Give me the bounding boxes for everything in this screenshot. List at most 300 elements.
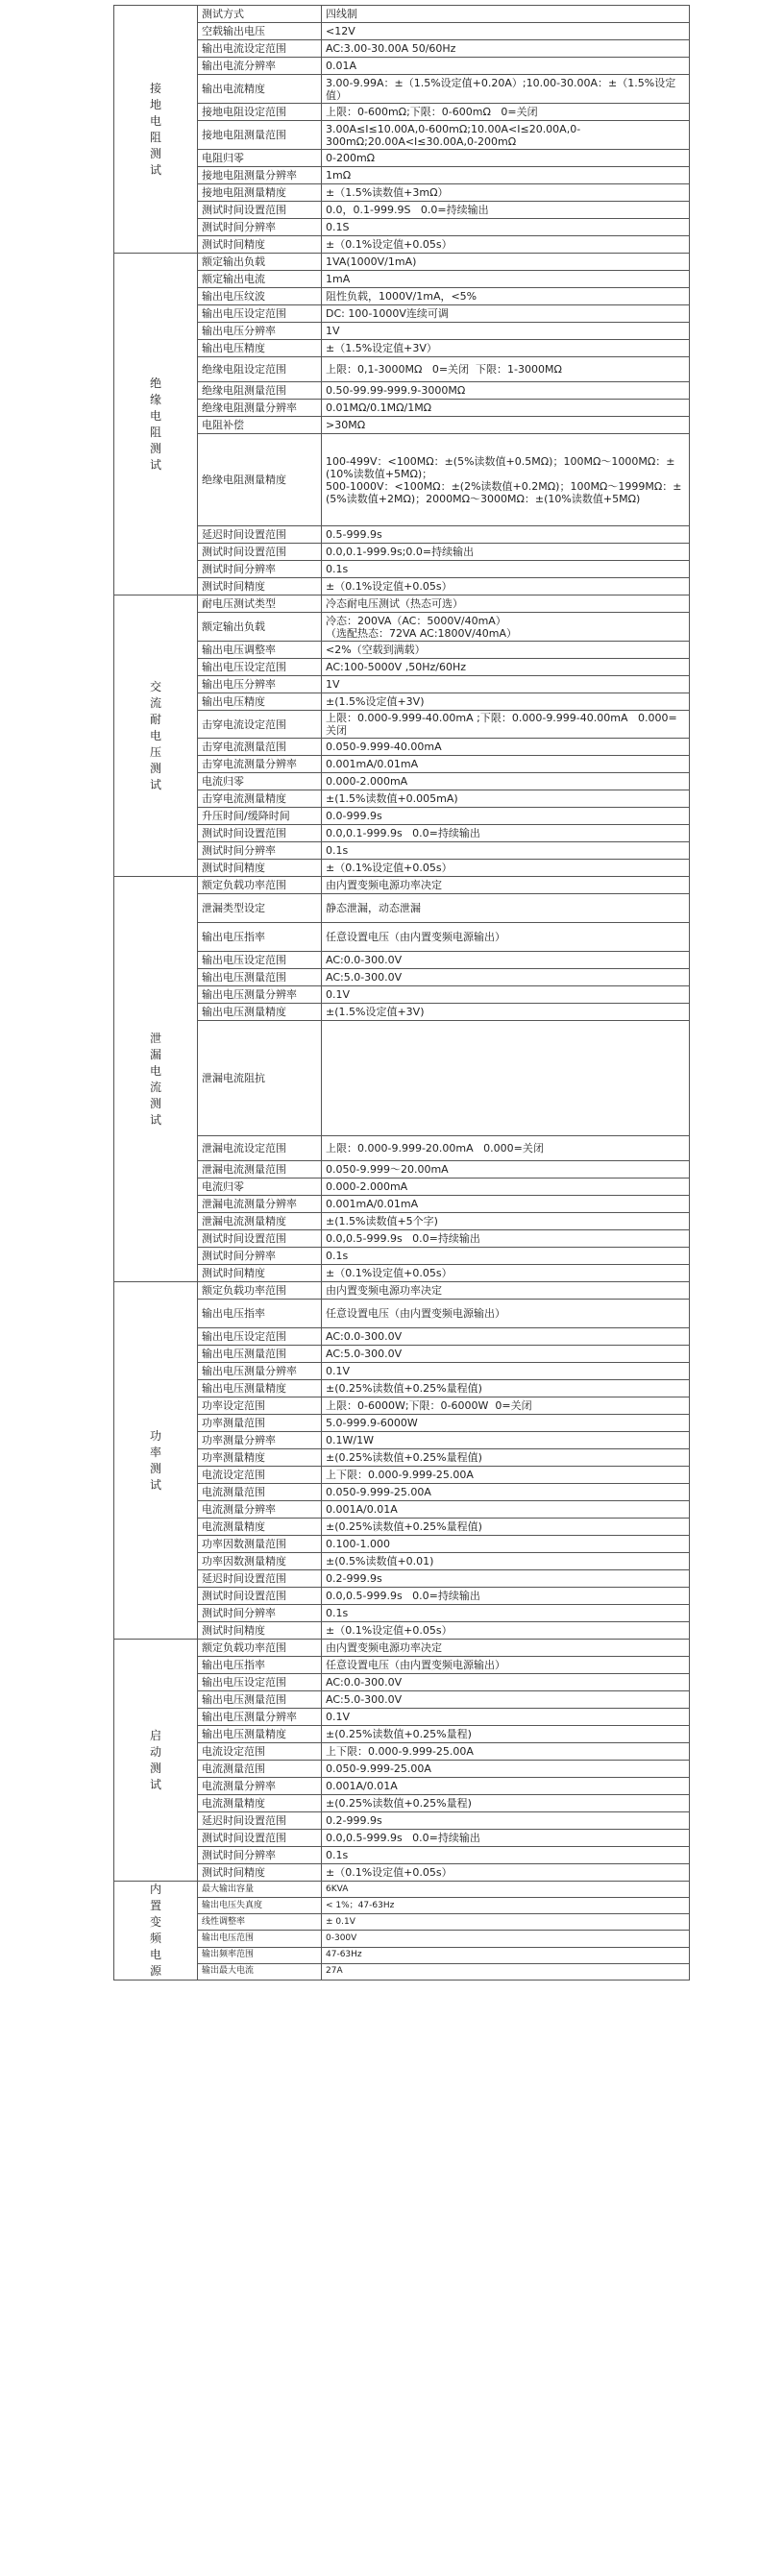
spec-label: 电流测量范围 (198, 1761, 322, 1778)
spec-value: ±(0.25%读数值+0.25%量程值) (322, 1519, 690, 1536)
spec-row (114, 1709, 690, 1726)
spec-row (114, 6, 690, 23)
spec-label: 泄漏电流测量分辨率 (198, 1196, 322, 1213)
spec-value: ±（1.5%读数值+3mΩ） (322, 184, 690, 202)
spec-label: 接地电阻测量精度 (198, 184, 322, 202)
spec-value: AC:5.0-300.0V (322, 1346, 690, 1363)
spec-label: 延迟时间设置范围 (198, 526, 322, 544)
spec-value: ±(0.25%读数值+0.25%量程值) (322, 1449, 690, 1467)
spec-value: 0.1s (322, 1847, 690, 1864)
spec-value: 1VA(1000V/1mA) (322, 254, 690, 271)
spec-row (114, 40, 690, 58)
spec-label: 测试时间分辨率 (198, 1605, 322, 1622)
spec-row (114, 923, 690, 952)
spec-row (114, 434, 690, 526)
spec-label: 测试时间精度 (198, 236, 322, 254)
spec-row (114, 659, 690, 676)
spec-label: 测试时间设置范围 (198, 1830, 322, 1847)
spec-value: AC:0.0-300.0V (322, 952, 690, 969)
spec-label: 输出电压设定范围 (198, 952, 322, 969)
section-title (114, 877, 198, 1282)
spec-value: 0.0，0.1-999.9S 0.0=持续输出 (322, 202, 690, 219)
spec-value: 0.001mA/0.01mA (322, 756, 690, 773)
spec-label: 绝缘电阻设定范围 (198, 357, 322, 382)
spec-label: 输出电压设定范围 (198, 1328, 322, 1346)
spec-value: 0.100-1.000 (322, 1536, 690, 1553)
spec-row (114, 544, 690, 561)
spec-row (114, 595, 690, 613)
spec-value: 0.1s (322, 842, 690, 860)
spec-label: 输出电压测量精度 (198, 1004, 322, 1021)
spec-row (114, 1346, 690, 1363)
spec-value: 上限：0.000-9.999-40.00mA ;下限：0.000-9.999-40.00mA 0.000=关闭 (322, 711, 690, 739)
spec-value: 0-300V (322, 1931, 690, 1947)
section-title (114, 1640, 198, 1882)
spec-value: AC:5.0-300.0V (322, 969, 690, 986)
spec-value: AC:5.0-300.0V (322, 1691, 690, 1709)
spec-value: 由内置变频电源功率决定 (322, 877, 690, 894)
spec-value: 0.1W/1W (322, 1432, 690, 1449)
spec-label: 输出电压调整率 (198, 642, 322, 659)
spec-value: 0.1S (322, 219, 690, 236)
spec-row (114, 860, 690, 877)
section-title (114, 1282, 198, 1640)
spec-row (114, 1467, 690, 1484)
spec-label: 输出电压指率 (198, 1300, 322, 1328)
spec-value: 1V (322, 676, 690, 693)
section-title-text: 内置变频电源 (149, 1883, 161, 1978)
spec-value: 0.050-9.999-25.00A (322, 1761, 690, 1778)
spec-row (114, 1605, 690, 1622)
spec-value: 0.001mA/0.01mA (322, 1196, 690, 1213)
spec-value: ±(0.25%读数值+0.25%量程) (322, 1726, 690, 1743)
spec-row (114, 1449, 690, 1467)
spec-label: 输出电压测量范围 (198, 1346, 322, 1363)
spec-row (114, 1691, 690, 1709)
spec-label: 电阻归零 (198, 150, 322, 167)
spec-label: 接地电阻设定范围 (198, 104, 322, 121)
spec-row (114, 1230, 690, 1248)
spec-row (114, 357, 690, 382)
spec-label: 最大输出容量 (198, 1882, 322, 1898)
spec-label: 测试时间精度 (198, 860, 322, 877)
spec-row (114, 842, 690, 860)
spec-label: 输出电压测量精度 (198, 1726, 322, 1743)
spec-value: 0.1s (322, 1605, 690, 1622)
spec-value: 0-200mΩ (322, 150, 690, 167)
spec-label: 测试时间精度 (198, 1265, 322, 1282)
spec-row (114, 1947, 690, 1963)
spec-value: ±(1.5%设定值+3V) (322, 1004, 690, 1021)
spec-value: 0.0,0.1-999.9s 0.0=持续输出 (322, 825, 690, 842)
spec-row (114, 1882, 690, 1898)
spec-row (114, 790, 690, 808)
spec-label: 电流测量分辨率 (198, 1501, 322, 1519)
spec-label: 测试方式 (198, 6, 322, 23)
spec-row (114, 773, 690, 790)
spec-label: 测试时间分辨率 (198, 1847, 322, 1864)
spec-value: 27A (322, 1963, 690, 1980)
spec-label: 击穿电流测量精度 (198, 790, 322, 808)
spec-row (114, 526, 690, 544)
spec-value: 1mA (322, 271, 690, 288)
spec-row (114, 613, 690, 642)
spec-label: 输出电流分辨率 (198, 58, 322, 75)
spec-value: 0.01A (322, 58, 690, 75)
spec-value: 0.0,0.5-999.9s 0.0=持续输出 (322, 1230, 690, 1248)
spec-label: 绝缘电阻测量分辨率 (198, 400, 322, 417)
spec-value: 5.0-999.9-6000W (322, 1415, 690, 1432)
spec-value: 0.050-9.999～20.00mA (322, 1161, 690, 1179)
spec-value: AC:0.0-300.0V (322, 1328, 690, 1346)
section-title (114, 595, 198, 877)
spec-value: 上限：0-600mΩ;下限：0-600mΩ 0=关闭 (322, 104, 690, 121)
spec-label: 输出电流设定范围 (198, 40, 322, 58)
spec-label: 接地电阻测量分辨率 (198, 167, 322, 184)
spec-label: 测试时间设置范围 (198, 1230, 322, 1248)
spec-row (114, 121, 690, 150)
spec-label: 输出电流精度 (198, 75, 322, 104)
spec-row (114, 75, 690, 104)
spec-label: 电流测量精度 (198, 1795, 322, 1812)
section-title (114, 6, 198, 254)
spec-label: 电流归零 (198, 1179, 322, 1196)
section-title-text: 泄漏电流测试 (149, 1031, 161, 1127)
spec-label: 测试时间分辨率 (198, 561, 322, 578)
spec-label: 输出电压设定范围 (198, 659, 322, 676)
spec-row (114, 1021, 690, 1136)
spec-value: 6KVA (322, 1882, 690, 1898)
spec-row (114, 167, 690, 184)
spec-row (114, 1931, 690, 1947)
spec-row (114, 561, 690, 578)
spec-row (114, 104, 690, 121)
spec-row (114, 1196, 690, 1213)
spec-row (114, 400, 690, 417)
spec-value: 47-63Hz (322, 1947, 690, 1963)
spec-row (114, 1484, 690, 1501)
spec-row (114, 808, 690, 825)
spec-value: 上下限：0.000-9.999-25.00A (322, 1743, 690, 1761)
spec-value: 上限：0.000-9.999-20.00mA 0.000=关闭 (322, 1136, 690, 1161)
spec-value: 1mΩ (322, 167, 690, 184)
spec-value: ±(0.5%读数值+0.01) (322, 1553, 690, 1570)
spec-row (114, 1397, 690, 1415)
spec-label: 泄漏电流测量范围 (198, 1161, 322, 1179)
spec-label: 测试时间精度 (198, 1864, 322, 1882)
spec-label: 输出频率范围 (198, 1947, 322, 1963)
spec-value: ±(1.5%读数值+5个字) (322, 1213, 690, 1230)
spec-value: ±(1.5%读数值+0.005mA) (322, 790, 690, 808)
spec-row (114, 894, 690, 923)
spec-row (114, 1161, 690, 1179)
spec-row (114, 1519, 690, 1536)
spec-label: 击穿电流设定范围 (198, 711, 322, 739)
spec-value: 由内置变频电源功率决定 (322, 1282, 690, 1300)
spec-label: 功率测量精度 (198, 1449, 322, 1467)
section-title-text: 功率测试 (149, 1428, 161, 1492)
spec-row (114, 1136, 690, 1161)
spec-value: ±（0.1%设定值+0.05s） (322, 860, 690, 877)
spec-label: 功率因数测量精度 (198, 1553, 322, 1570)
spec-label: 输出电压测量分辨率 (198, 986, 322, 1004)
spec-label: 输出电压纹波 (198, 288, 322, 305)
spec-value: 任意设置电压（由内置变频电源输出） (322, 1657, 690, 1674)
section-title-text: 启动测试 (149, 1728, 161, 1791)
spec-label: 泄漏电流测量精度 (198, 1213, 322, 1230)
spec-value: 上限：0-6000W;下限：0-6000W 0=关闭 (322, 1397, 690, 1415)
spec-label: 输出电压失真度 (198, 1898, 322, 1914)
spec-row (114, 1179, 690, 1196)
spec-label: 测试时间分辨率 (198, 219, 322, 236)
spec-label: 功率测量分辨率 (198, 1432, 322, 1449)
spec-value: 0.001A/0.01A (322, 1501, 690, 1519)
spec-value: <12V (322, 23, 690, 40)
spec-row (114, 1432, 690, 1449)
spec-label: 输出电压设定范围 (198, 1674, 322, 1691)
spec-label: 绝缘电阻测量范围 (198, 382, 322, 400)
spec-label: 测试时间设置范围 (198, 825, 322, 842)
spec-row (114, 1328, 690, 1346)
spec-row (114, 1963, 690, 1980)
spec-row (114, 676, 690, 693)
spec-value: AC:100-5000V ,50Hz/60Hz (322, 659, 690, 676)
spec-value: 100-499V：<100MΩ：±(5%读数值+0.5MΩ)；100MΩ～1000MΩ：±(10%读数值+5MΩ)； 500-1000V：<100MΩ：±(2%读数值+0.2MΩ)；100MΩ～1999MΩ：±(5%读数值+2MΩ)；2000MΩ～3000MΩ：±(10%读数值+5MΩ) (322, 434, 690, 526)
spec-label: 耐电压测试类型 (198, 595, 322, 613)
spec-label: 泄漏电流阻抗 (198, 1021, 322, 1136)
spec-row (114, 693, 690, 711)
spec-row (114, 305, 690, 323)
spec-row (114, 323, 690, 340)
spec-value: ±（0.1%设定值+0.05s） (322, 1265, 690, 1282)
spec-value: >30MΩ (322, 417, 690, 434)
spec-value: ±(1.5%设定值+3V) (322, 693, 690, 711)
section-title (114, 1882, 198, 1981)
spec-row (114, 1914, 690, 1931)
spec-value: 0.050-9.999-25.00A (322, 1484, 690, 1501)
spec-value: 0.0-999.9s (322, 808, 690, 825)
spec-row (114, 184, 690, 202)
spec-row (114, 236, 690, 254)
spec-label: 输出电压指率 (198, 1657, 322, 1674)
spec-label: 输出电压测量分辨率 (198, 1709, 322, 1726)
spec-label: 额定输出负载 (198, 254, 322, 271)
spec-row (114, 254, 690, 271)
spec-value: 0.0,0.5-999.9s 0.0=持续输出 (322, 1830, 690, 1847)
spec-label: 测试时间设置范围 (198, 544, 322, 561)
spec-row (114, 1640, 690, 1657)
spec-label: 空载输出电压 (198, 23, 322, 40)
spec-row (114, 202, 690, 219)
spec-label: 电流归零 (198, 773, 322, 790)
spec-label: 测试时间分辨率 (198, 1248, 322, 1265)
spec-value: <2%（空载到满载） (322, 642, 690, 659)
spec-row (114, 642, 690, 659)
spec-row (114, 1553, 690, 1570)
spec-row (114, 756, 690, 773)
spec-label: 延迟时间设置范围 (198, 1812, 322, 1830)
spec-label: 测试时间分辨率 (198, 842, 322, 860)
spec-label: 延迟时间设置范围 (198, 1570, 322, 1588)
spec-label: 额定负载功率范围 (198, 1282, 322, 1300)
spec-row (114, 969, 690, 986)
spec-label: 线性调整率 (198, 1914, 322, 1931)
spec-value: ±（1.5%设定值+3V） (322, 340, 690, 357)
spec-value: 四线制 (322, 6, 690, 23)
spec-row (114, 417, 690, 434)
spec-label: 输出电压测量精度 (198, 1380, 322, 1397)
spec-value: 0.000-2.000mA (322, 773, 690, 790)
spec-label: 电阻补偿 (198, 417, 322, 434)
spec-label: 接地电阻测量范围 (198, 121, 322, 150)
spec-value: 0.1s (322, 561, 690, 578)
spec-value: 0.1V (322, 986, 690, 1004)
spec-value: 冷态耐电压测试（热态可选） (322, 595, 690, 613)
spec-value: 上下限：0.000-9.999-25.00A (322, 1467, 690, 1484)
spec-label: 额定负载功率范围 (198, 877, 322, 894)
spec-label: 功率测量范围 (198, 1415, 322, 1432)
spec-row (114, 271, 690, 288)
spec-value: 0.01MΩ/0.1MΩ/1MΩ (322, 400, 690, 417)
spec-row (114, 825, 690, 842)
spec-row (114, 1213, 690, 1230)
spec-row (114, 1778, 690, 1795)
spec-row (114, 578, 690, 595)
spec-row (114, 877, 690, 894)
spec-value: < 1%；47-63Hz (322, 1898, 690, 1914)
section-title-text: 接地电阻测试 (149, 81, 161, 177)
spec-row (114, 219, 690, 236)
spec-value: AC:0.0-300.0V (322, 1674, 690, 1691)
spec-value: 3.00A≤I≤10.00A,0-600mΩ;10.00A<I≤20.00A,0-300mΩ;20.00A<I≤30.00A,0-200mΩ (322, 121, 690, 150)
spec-value: 0.5-999.9s (322, 526, 690, 544)
spec-value: 冷态：200VA（AC：5000V/40mA） （选配热态：72VA AC:1800V/40mA） (322, 613, 690, 642)
spec-value: ± 0.1V (322, 1914, 690, 1931)
spec-row (114, 23, 690, 40)
spec-label: 输出电压分辨率 (198, 676, 322, 693)
spec-row (114, 711, 690, 739)
spec-row (114, 1726, 690, 1743)
spec-label: 额定输出负载 (198, 613, 322, 642)
spec-row (114, 1812, 690, 1830)
spec-row (114, 1795, 690, 1812)
spec-value: 0.2-999.9s (322, 1570, 690, 1588)
spec-value: 静态泄漏，动态泄漏 (322, 894, 690, 923)
spec-value: 0.2-999.9s (322, 1812, 690, 1830)
spec-label: 电流测量分辨率 (198, 1778, 322, 1795)
spec-row (114, 1536, 690, 1553)
spec-value: 任意设置电压（由内置变频电源输出） (322, 1300, 690, 1328)
spec-row (114, 58, 690, 75)
spec-row (114, 1898, 690, 1914)
spec-value: 任意设置电压（由内置变频电源输出） (322, 923, 690, 952)
spec-table (113, 5, 690, 1981)
spec-value: 上限：0,1-3000MΩ 0=关闭 下限：1-3000MΩ (322, 357, 690, 382)
spec-value: 0.050-9.999-40.00mA (322, 739, 690, 756)
spec-label: 测试时间精度 (198, 578, 322, 595)
spec-row (114, 1761, 690, 1778)
spec-value: ±（0.1%设定值+0.05s） (322, 1864, 690, 1882)
spec-value: 0.1s (322, 1248, 690, 1265)
spec-row (114, 1415, 690, 1432)
spec-value: 1V (322, 323, 690, 340)
spec-label: 测试时间设置范围 (198, 1588, 322, 1605)
spec-value: 0.1V (322, 1709, 690, 1726)
spec-value: 0.0,0.1-999.9s;0.0=持续输出 (322, 544, 690, 561)
spec-value: 0.000-2.000mA (322, 1179, 690, 1196)
spec-row (114, 986, 690, 1004)
spec-row (114, 739, 690, 756)
spec-row (114, 1674, 690, 1691)
spec-row (114, 1657, 690, 1674)
spec-label: 输出最大电流 (198, 1963, 322, 1980)
spec-value: 0.0,0.5-999.9s 0.0=持续输出 (322, 1588, 690, 1605)
spec-value: 0.50-99.99-999.9-3000MΩ (322, 382, 690, 400)
spec-row (114, 1363, 690, 1380)
section-title-text: 交流耐电压测试 (149, 679, 161, 791)
spec-row (114, 1501, 690, 1519)
spec-label: 输出电压测量分辨率 (198, 1363, 322, 1380)
spec-value: ±（0.1%设定值+0.05s） (322, 578, 690, 595)
spec-value: 由内置变频电源功率决定 (322, 1640, 690, 1657)
spec-row (114, 382, 690, 400)
spec-label: 额定输出电流 (198, 271, 322, 288)
spec-value: ±（0.1%设定值+0.05s） (322, 236, 690, 254)
spec-label: 绝缘电阻测量精度 (198, 434, 322, 526)
spec-row (114, 1622, 690, 1640)
spec-row (114, 1004, 690, 1021)
spec-label: 电流测量精度 (198, 1519, 322, 1536)
spec-row (114, 1588, 690, 1605)
spec-label: 额定负载功率范围 (198, 1640, 322, 1657)
spec-label: 输出电压精度 (198, 340, 322, 357)
spec-label: 输出电压指率 (198, 923, 322, 952)
spec-value: DC: 100-1000V连续可调 (322, 305, 690, 323)
spec-value: ±(0.25%读数值+0.25%量程) (322, 1795, 690, 1812)
spec-label: 输出电压测量范围 (198, 1691, 322, 1709)
spec-label: 输出电压设定范围 (198, 305, 322, 323)
spec-row (114, 288, 690, 305)
spec-value: 3.00-9.99A：±（1.5%设定值+0.20A）;10.00-30.00A：±（1.5%设定值） (322, 75, 690, 104)
spec-label: 电流设定范围 (198, 1743, 322, 1761)
spec-label: 输出电压范围 (198, 1931, 322, 1947)
spec-row (114, 1830, 690, 1847)
spec-label: 功率设定范围 (198, 1397, 322, 1415)
spec-value: 0.1V (322, 1363, 690, 1380)
spec-label: 测试时间设置范围 (198, 202, 322, 219)
spec-label: 输出电压分辨率 (198, 323, 322, 340)
spec-row (114, 340, 690, 357)
spec-row (114, 1570, 690, 1588)
section-title (114, 254, 198, 595)
spec-label: 输出电压测量范围 (198, 969, 322, 986)
spec-row (114, 1864, 690, 1882)
spec-label: 功率因数测量范围 (198, 1536, 322, 1553)
spec-label: 击穿电流测量范围 (198, 739, 322, 756)
spec-row (114, 1282, 690, 1300)
spec-row (114, 952, 690, 969)
spec-label: 输出电压精度 (198, 693, 322, 711)
spec-value (322, 1021, 690, 1136)
spec-label: 击穿电流测量分辨率 (198, 756, 322, 773)
spec-label: 电流测量范围 (198, 1484, 322, 1501)
spec-value: 阻性负载，1000V/1mA，<5% (322, 288, 690, 305)
spec-row (114, 150, 690, 167)
spec-row (114, 1743, 690, 1761)
spec-row (114, 1847, 690, 1864)
spec-value: 0.001A/0.01A (322, 1778, 690, 1795)
spec-label: 电流设定范围 (198, 1467, 322, 1484)
